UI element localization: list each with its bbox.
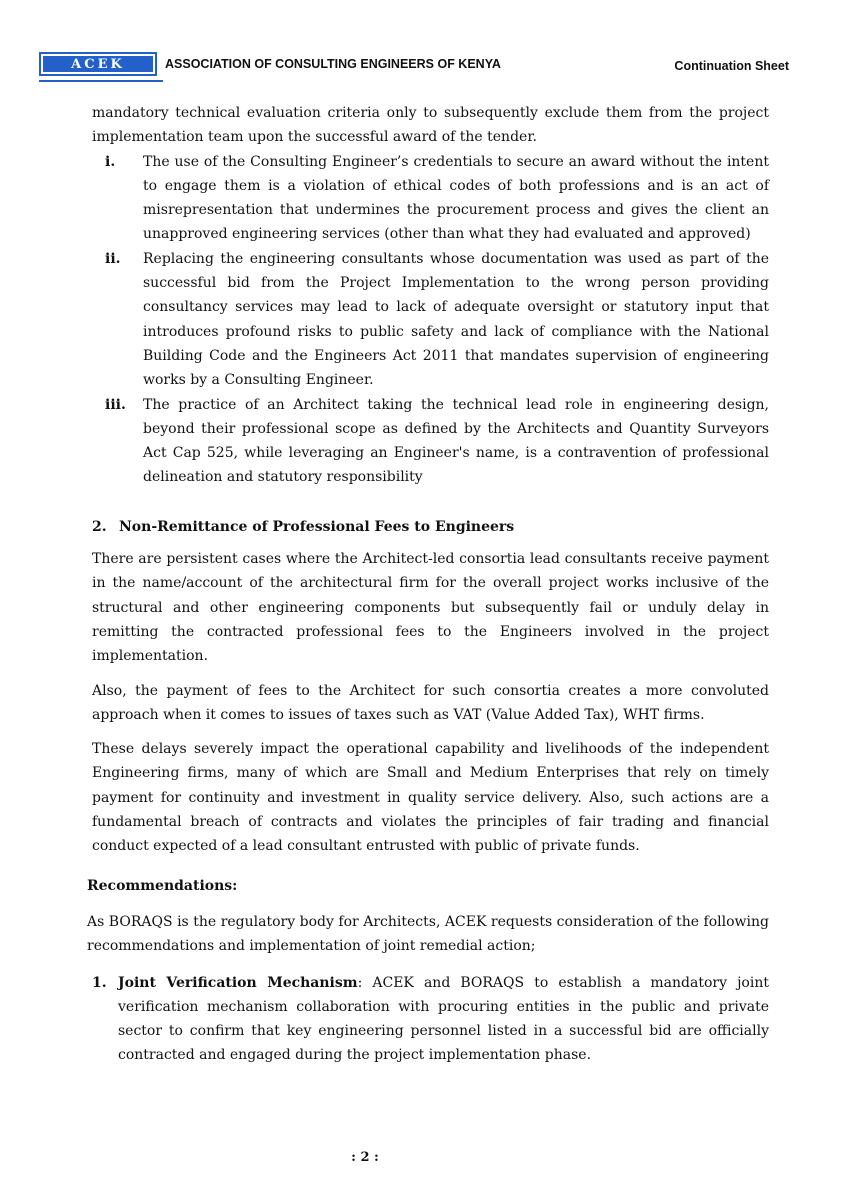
- letterhead: [39, 52, 799, 80]
- intro-continuation: mandatory technical evaluation criteria only to subsequently exclude them from the project implementation team upon the successful award of the tender.: [92, 105, 769, 146]
- recommendation-item: [87, 971, 769, 1068]
- page-number: : 2 :: [351, 1150, 379, 1165]
- recommendation-title: Joint Verification Mechanism: [118, 974, 358, 991]
- list-item-text: Replacing the engineering consultants whose documentation was used as part of the successful bid from the Project Implementation to the wrong person providing consultancy services may lead to lack of adequate oversight or statutory input that introduces profound risks to public safety and lack of compliance with the National Building Code and the Engineers Act 2011 that mandates supervision of engineering works by a Consulting Engineer.: [143, 250, 769, 389]
- paragraph: Also, the payment of fees to the Architect for such consortia creates a more convoluted approach when it comes to issues of taxes such as VAT (Value Added Tax), WHT firms.: [92, 682, 769, 723]
- paragraph: There are persistent cases where the Architect-led consortia lead consultants receive payment in the name/account of the architectural firm for the overall project works inclusive of the structural and other engineering components but subsequently fail or unduly delay in remitting the contracted professional fees to the Engineers involved in the project implementation.: [92, 551, 769, 665]
- list-item-text: The practice of an Architect taking the technical lead role in engineering design, beyond their professional scope as defined by the Architects and Quantity Surveyors Act Cap 525, while leveraging an Engineer's name, is a contravention of professional delineation and statutory responsibility: [143, 396, 769, 486]
- acek-logo: [39, 52, 157, 76]
- recommendation-number: 1.: [92, 974, 107, 991]
- paragraph: These delays severely impact the operational capability and livelihoods of the independent Engineering firms, many of which are Small and Medium Enterprises that rely on timely payment for continuity and investment in quality service delivery. Also, such actions are a fundamental breach of contracts and violates the principles of fair trading and financial conduct expected of a lead consultant entrusted with public of private funds.: [92, 741, 769, 855]
- list-item: [87, 393, 769, 490]
- recommendations-intro: As BORAQS is the regulatory body for Architects, ACEK requests consideration of the following recommendations and implementation of joint remedial action;: [87, 913, 769, 955]
- organization-name: ASSOCIATION OF CONSULTING ENGINEERS OF KENYA: [165, 57, 501, 71]
- list-item-text: The use of the Consulting Engineer’s credentials to secure an award without the intent to engage them is a violation of ethical codes of both professions and is an act of misrepresentation that undermines the procurement process and gives the client an unapproved engineering services (other than what they had evaluated and approved): [143, 153, 769, 243]
- section-title: Non-Remittance of Professional Fees to Engineers: [119, 518, 515, 535]
- list-item-number: i.: [105, 153, 116, 170]
- list-item: [87, 247, 769, 393]
- continuation-sheet-label: Continuation Sheet: [674, 59, 789, 73]
- recommendations-heading: Recommendations:: [87, 877, 238, 894]
- section-number: 2.: [92, 518, 107, 535]
- list-item-number: iii.: [105, 396, 126, 413]
- document-body: [87, 101, 769, 1068]
- logo-text: ACEK: [43, 56, 153, 72]
- list-item-number: ii.: [105, 250, 121, 267]
- section-heading: [87, 515, 769, 539]
- points-list: [87, 150, 769, 490]
- header-rule: [39, 80, 163, 82]
- list-item: [87, 150, 769, 247]
- recommendation-text: : ACEK and BORAQS to establish a mandatory joint verification mechanism collaboration with procuring entities in the public and private sector to confirm that key engineering personnel listed in a successful bid are officially contracted and engaged during the project implementation phase.: [118, 974, 769, 1064]
